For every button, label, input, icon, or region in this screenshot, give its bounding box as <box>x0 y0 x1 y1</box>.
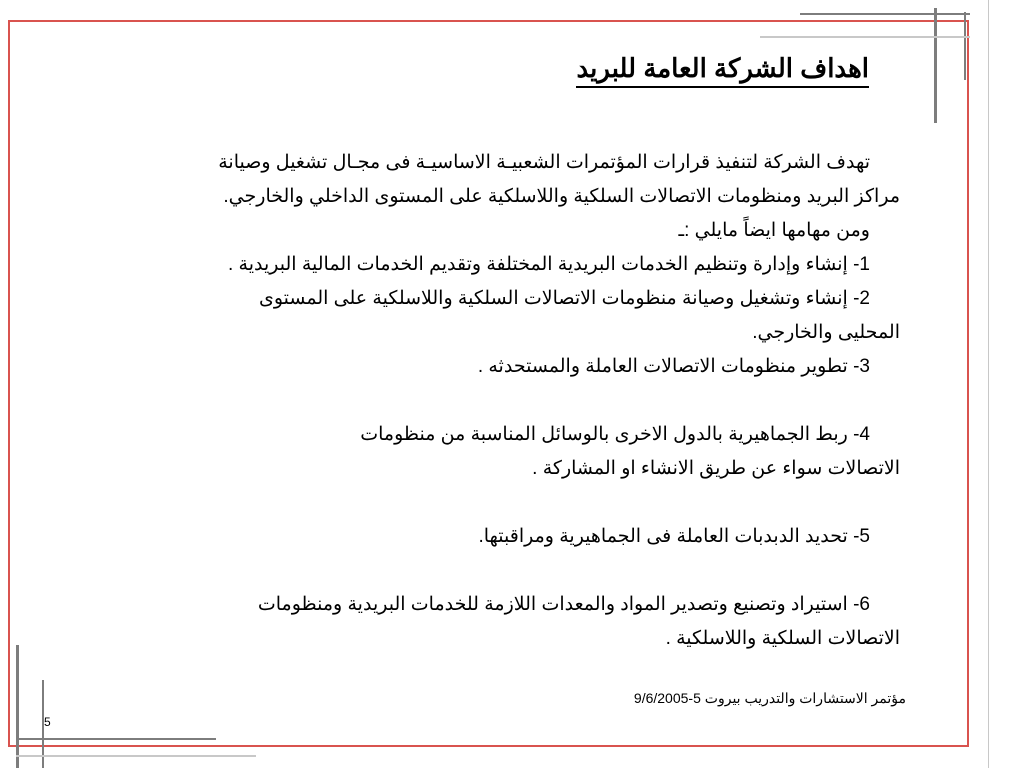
task-item-3: 3- تطوير منظومات الاتصالات العاملة والمستحدثه . <box>477 356 870 377</box>
slide-body <box>105 146 900 656</box>
task-item-4-cont: الاتصالات سواء عن طريق الانشاء او المشاركة . <box>532 458 900 479</box>
decor-line-bottom-h2 <box>16 755 256 757</box>
task-item-6-cont: الاتصالات السلكية واللاسلكية . <box>665 628 900 649</box>
decor-line-top-h1 <box>800 13 970 15</box>
decor-line-top-h2 <box>760 36 970 38</box>
slide-footer: مؤتمر الاستشارات والتدريب بيروت 5-9/6/2005 <box>633 690 906 706</box>
decor-line-right-v <box>988 0 989 768</box>
decor-line-bottom-v1 <box>16 645 19 768</box>
task-item-4: 4- ربط الجماهيرية بالدول الاخرى بالوسائل المناسبة من منظومات <box>360 424 870 445</box>
decor-line-top-v2 <box>964 12 966 80</box>
task-item-5: 5- تحديد الدبدبات العاملة فى الجماهيرية ومراقبتها. <box>478 526 870 547</box>
task-item-1: 1- إنشاء وإدارة وتنظيم الخدمات البريدية المختلفة وتقديم الخدمات المالية البريدية . <box>227 254 870 275</box>
decor-line-bottom-h1 <box>16 738 216 740</box>
intro-line-2: مراكز البريد ومنظومات الاتصالات السلكية واللاسلكية على المستوى الداخلي والخارجي. <box>223 186 900 207</box>
task-item-2-cont: المحليى والخارجي. <box>752 322 900 343</box>
task-item-2: 2- إنشاء وتشغيل وصيانة منظومات الاتصالات السلكية واللاسلكية على المستوى <box>258 288 870 309</box>
intro-line-1: تهدف الشركة لتنفيذ قرارات المؤتمرات الشعبيـة الاساسيـة فى مجـال تشغيل وصيانة <box>218 152 870 173</box>
page-number: 5 <box>44 715 51 729</box>
tasks-intro: ومن مهامها ايضاً مايلي :ـ <box>678 220 870 241</box>
decor-line-top-v1 <box>934 8 937 123</box>
task-item-6: 6- استيراد وتصنيع وتصدير المواد والمعدات اللازمة للخدمات البريدية ومنظومات <box>257 594 870 615</box>
slide-title: اهداف الشركة العامة للبريد <box>576 52 869 88</box>
